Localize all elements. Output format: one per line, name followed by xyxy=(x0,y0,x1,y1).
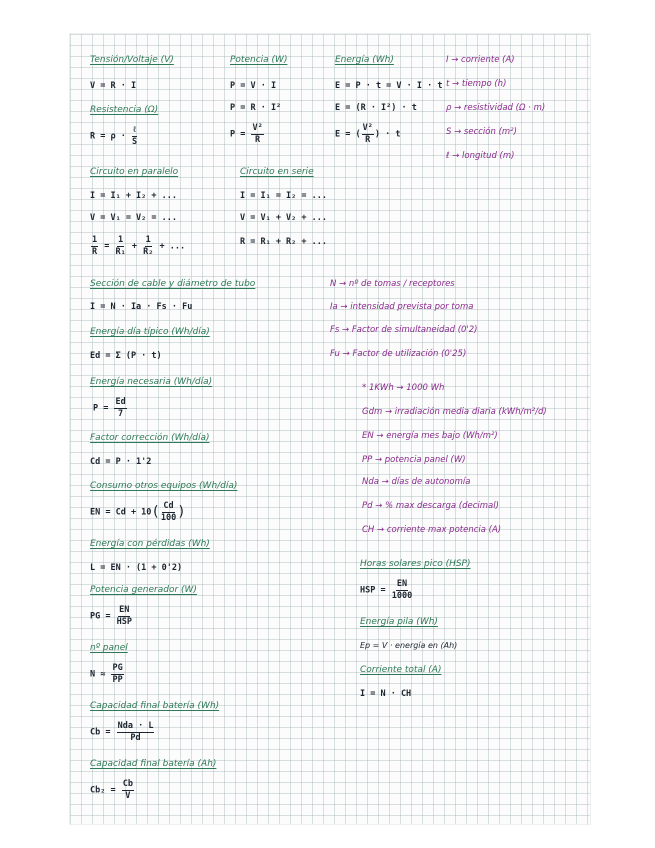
formula-num: EN xyxy=(119,605,130,615)
formula-lhs: N ≈ xyxy=(90,669,106,680)
voltage-title: Tensión/Voltaje (V) xyxy=(90,55,174,65)
series-formula-3: R = R₁ + R₂ + ... xyxy=(240,237,327,247)
legend-right-item: * 1KWh → 1000 Wh xyxy=(362,383,445,393)
section-title: Energía necesaria (Wh/día) xyxy=(90,377,213,387)
par3-b-den: R₁ xyxy=(115,246,126,257)
power-title: Potencia (W) xyxy=(230,55,288,65)
legend-top-item: ℓ → longitud (m) xyxy=(446,151,515,161)
formula-den: 7 xyxy=(118,408,124,419)
power3-den: R xyxy=(255,134,261,145)
section-formula: L = EN · (1 + 0'2) xyxy=(90,563,183,573)
section-formula: Cd = P · 1'2 xyxy=(90,457,152,467)
power-formula-3 xyxy=(230,124,265,144)
section-title: Energía día típico (Wh/día) xyxy=(90,327,210,337)
corriente-total-title: Corriente total (A) xyxy=(360,665,442,675)
par3-c-num: 1 xyxy=(145,235,151,245)
parallel-formula-2: V = V₁ = V₂ = ... xyxy=(90,213,177,223)
formula-den: 100 xyxy=(160,512,177,523)
series-formula-1: I = I₁ = I₂ = ... xyxy=(240,191,327,201)
section-formula: I = N · Ia · Fs · Fu xyxy=(90,302,193,312)
series-title: Circuito en serie xyxy=(240,167,314,177)
section-formula xyxy=(90,606,133,626)
energy-title: Energía (Wh) xyxy=(335,55,394,65)
energy-formula-3 xyxy=(335,124,400,144)
legend-top-item: ρ → resistividad (Ω · m) xyxy=(446,103,546,113)
section-formula xyxy=(90,722,155,742)
resistance-title: Resistencia (Ω) xyxy=(90,105,159,115)
legend-top-item: t → tiempo (h) xyxy=(446,79,507,89)
series-formula-2: V = V₁ + V₂ + ... xyxy=(240,213,327,223)
section-formula xyxy=(90,664,125,684)
legend-right-item: EN → energía mes bajo (Wh/m²) xyxy=(362,431,498,441)
energy3-lhs: E = ( xyxy=(335,129,361,140)
energy3-den: R xyxy=(365,134,371,145)
legend-right-item: Nda → días de autonomía xyxy=(362,477,471,487)
parallel-title: Circuito en paralelo xyxy=(90,167,179,177)
formula-num: Cb xyxy=(122,779,133,789)
energy-formula-1: E = P · t = V · I · t xyxy=(335,81,443,91)
formula-den: V xyxy=(125,790,131,801)
formula-num: Nda · L xyxy=(117,721,154,731)
section-title: nº panel xyxy=(90,643,128,653)
section-title: Consumo otros equipos (Wh/día) xyxy=(90,481,238,491)
formula-den: PP xyxy=(112,674,123,685)
par3-tail: + ... xyxy=(159,241,186,252)
resistance-lhs: R = ρ · xyxy=(90,131,126,142)
legend-right-item: Ia → intensidad prevista por toma xyxy=(330,302,474,312)
section-title: Potencia generador (W) xyxy=(90,585,197,595)
par3-c-den: R₂ xyxy=(143,246,154,257)
formula-lhs: PG = xyxy=(90,611,111,622)
energia-pila-formula: Ep = V · energía en (Ah) xyxy=(360,641,458,650)
section-title: Factor corrección (Wh/día) xyxy=(90,433,210,443)
power-formula-2: P = R · I² xyxy=(230,103,282,113)
formula-num: Cd xyxy=(163,501,174,511)
energia-pila-title: Energía pila (Wh) xyxy=(360,617,438,627)
par3-b-num: 1 xyxy=(118,235,124,245)
parallel-formula-1: I = I₁ + I₂ + ... xyxy=(90,191,177,201)
formula-den: HSP xyxy=(116,616,132,627)
section-formula: Ed = Σ (P · t) xyxy=(90,351,162,361)
energy-formula-2: E = (R · I²) · t xyxy=(335,103,417,113)
hsp-num: EN xyxy=(396,579,408,589)
section-formula: EN = Cd + 10( $\frac{Cd}{100}$ ) xyxy=(90,501,186,523)
par3-a-den: R xyxy=(92,246,98,257)
corriente-total-formula: I = N · CH xyxy=(360,689,412,699)
resistance-den: S xyxy=(131,136,138,147)
resistance-formula xyxy=(90,126,138,146)
formula-den: Pd xyxy=(130,732,141,743)
energy3-rhs: ) · t xyxy=(374,129,401,140)
legend-right-item: Gdm → irradiación media diaria (kWh/m²/d) xyxy=(362,407,547,417)
legend-top-item: S → sección (m²) xyxy=(446,127,517,137)
legend-right-item: PP → potencia panel (W) xyxy=(362,455,466,465)
voltage-formula: V = R · I xyxy=(90,81,137,91)
section-formula xyxy=(93,398,128,418)
hsp-den: 1000 xyxy=(391,590,413,601)
formula-lhs: P = xyxy=(93,403,109,414)
section-title: Energía con pérdidas (Wh) xyxy=(90,539,210,549)
par3-a-num: 1 xyxy=(92,235,98,245)
section-formula xyxy=(90,780,135,800)
section-title: Capacidad final batería (Wh) xyxy=(90,701,220,711)
formula-num: Ed xyxy=(115,397,126,407)
formula-num: PG xyxy=(112,663,123,673)
legend-right-item: N → nº de tomas / receptores xyxy=(330,279,455,289)
formula-lhs: Cb₂ = xyxy=(90,785,116,796)
energy3-num: V² xyxy=(362,123,373,133)
formula-lhs: EN = Cd + 10 xyxy=(90,507,152,518)
power3-lhs: P = xyxy=(230,129,246,140)
legend-right-item: Pd → % max descarga (decimal) xyxy=(362,501,499,511)
legend-top-item: I → corriente (A) xyxy=(446,55,515,65)
legend-right-item: Fu → Factor de utilización (0'25) xyxy=(330,349,467,359)
hsp-title: Horas solares pico (HSP) xyxy=(360,559,471,569)
section-title: Capacidad final batería (Ah) xyxy=(90,759,217,769)
legend-right-item: Fs → Factor de simultaneidad (0'2) xyxy=(330,325,478,335)
hsp-formula xyxy=(360,580,413,600)
parallel-formula-3: $\frac{1}{R}$ = $\frac{1}{\text{R₁}}$ + $\frac{1}{\text{R₂}}$ + ... xyxy=(92,235,186,257)
resistance-num: ℓ xyxy=(132,125,137,135)
power3-num: V² xyxy=(252,123,263,133)
legend-right-item: CH → corriente max potencia (A) xyxy=(362,525,502,535)
hsp-lhs: HSP = xyxy=(360,585,386,596)
section-title: Sección de cable y diámetro de tubo xyxy=(90,279,256,289)
power-formula-1: P = V · I xyxy=(230,81,277,91)
formula-lhs: Cb = xyxy=(90,727,111,738)
